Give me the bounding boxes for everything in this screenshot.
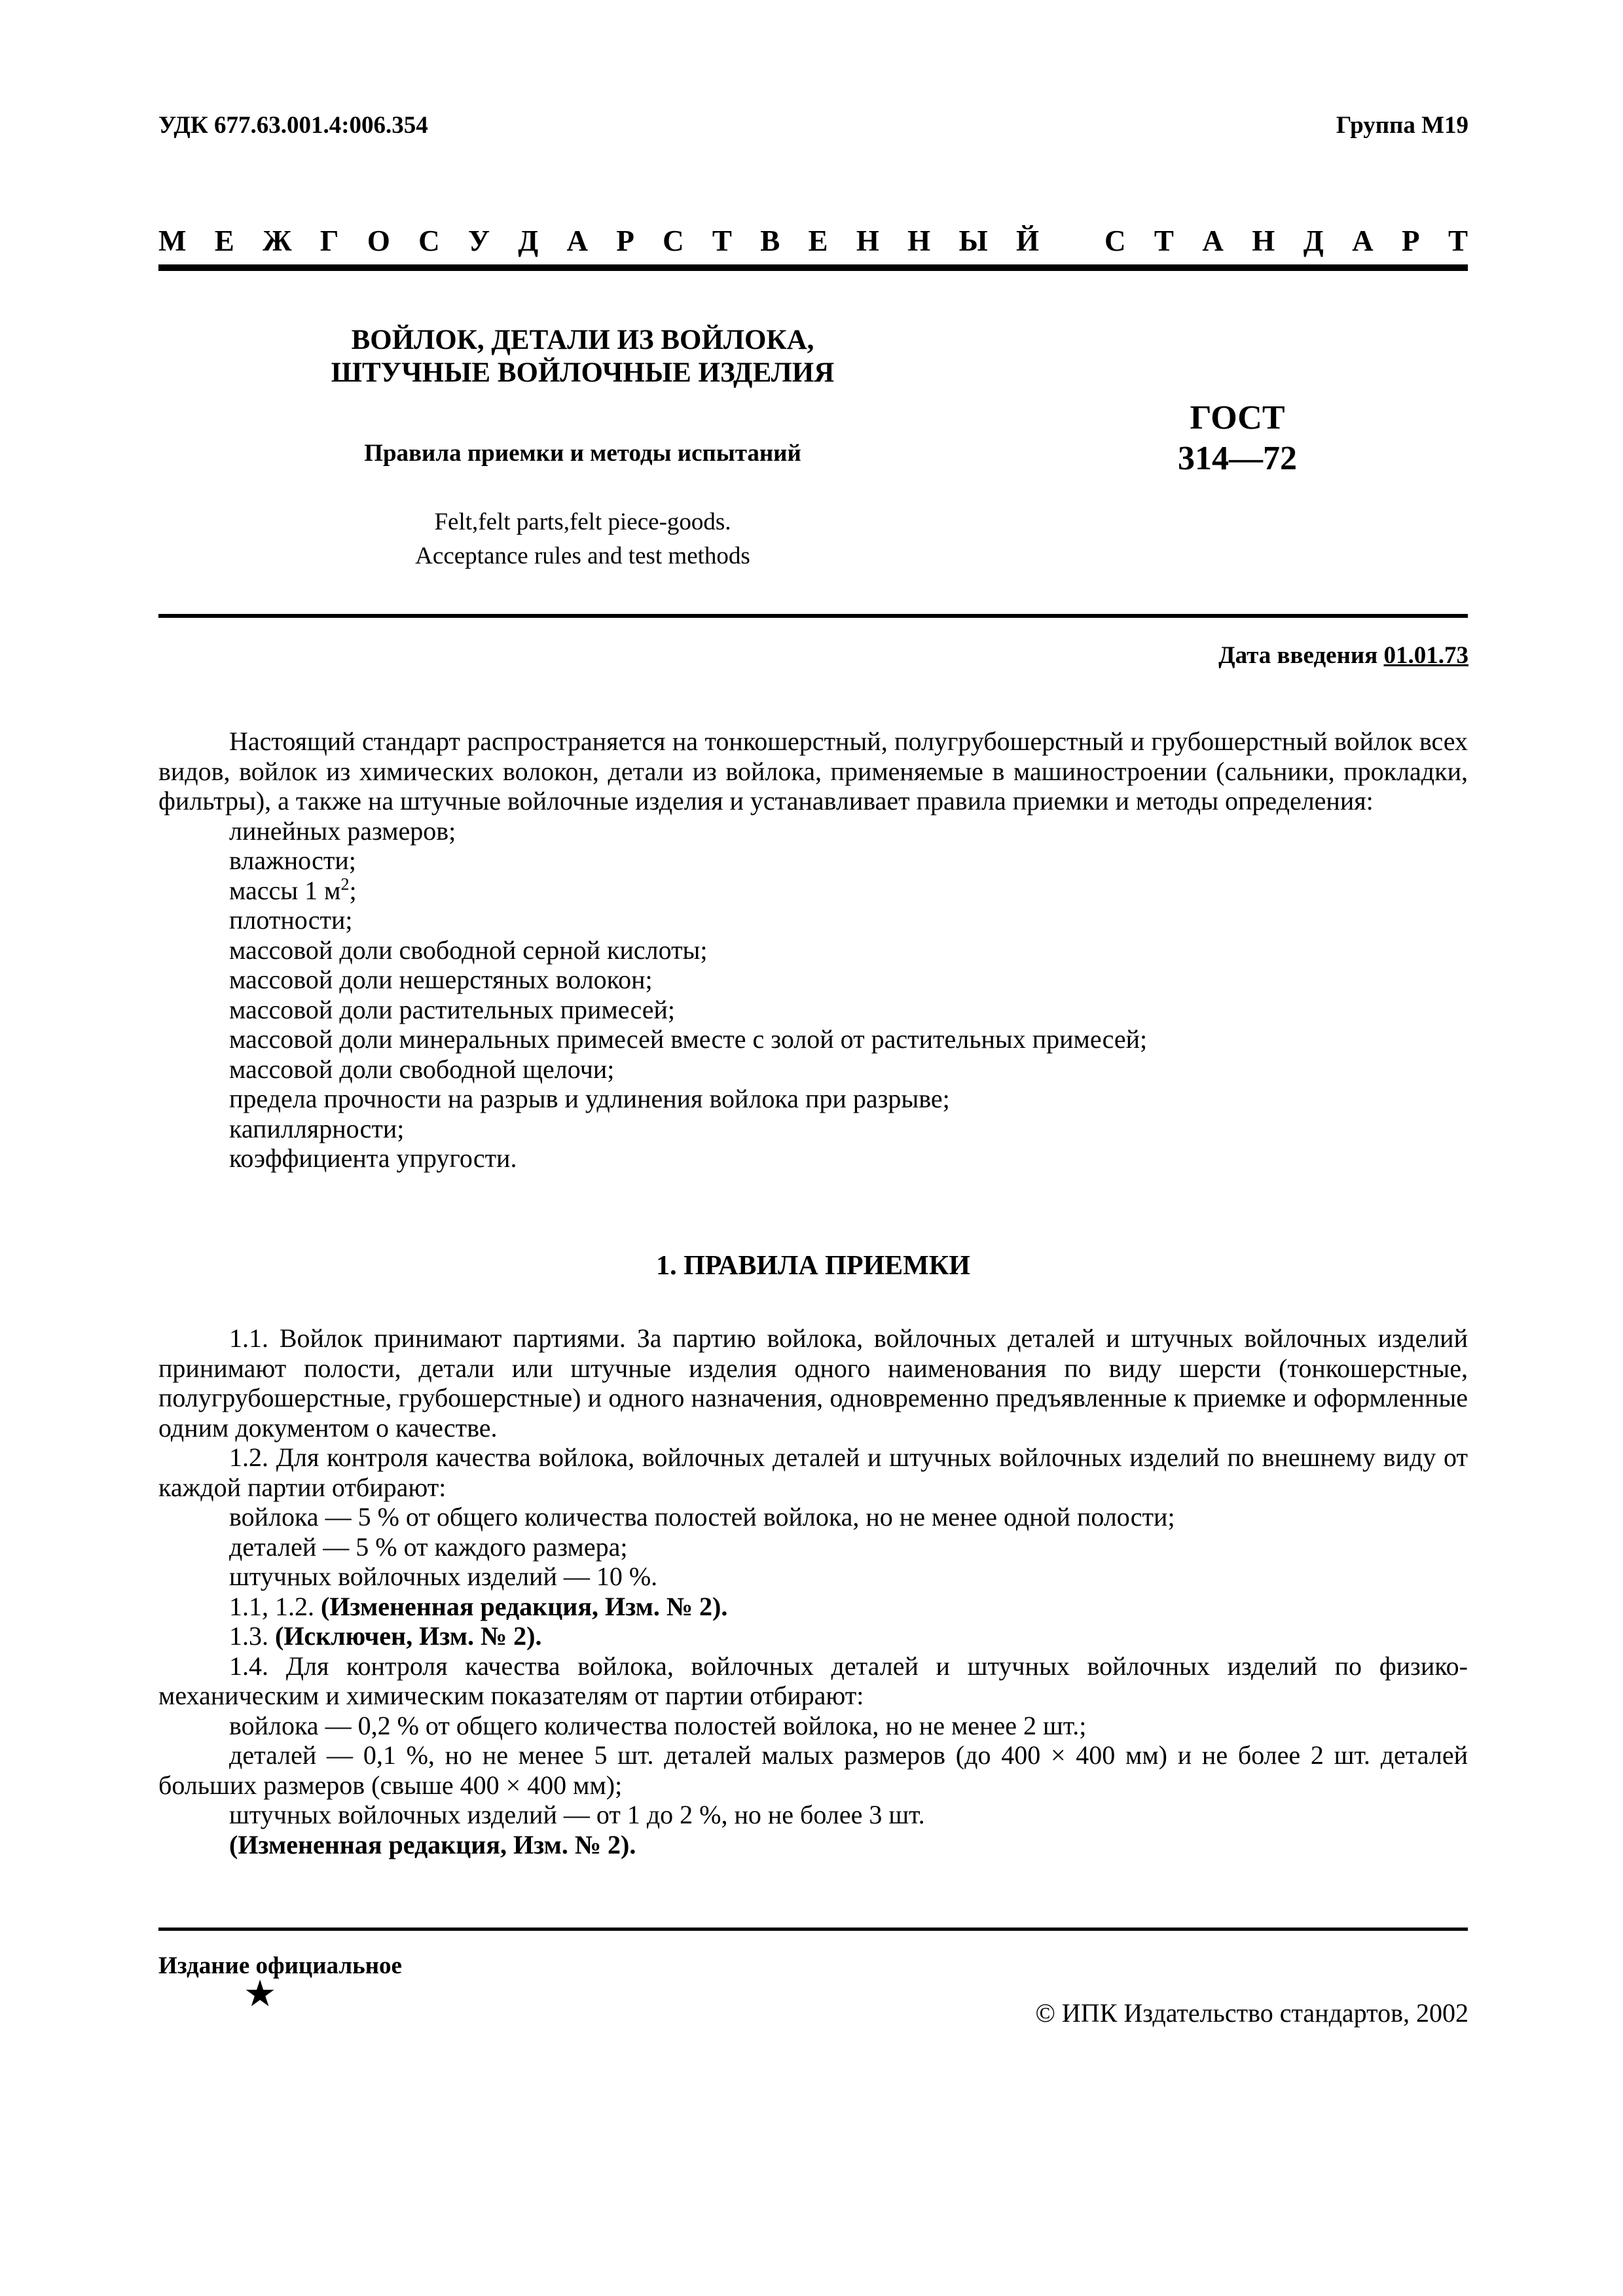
list-item: штучных войлочных изделий — от 1 до 2 %, но не более 3 шт. — [229, 1800, 925, 1829]
gost-label: ГОСТ — [1190, 399, 1285, 437]
list-item: массовой доли нешерстяных волокон; — [229, 965, 653, 994]
udk-code: УДК 677.63.001.4:006.354 — [158, 112, 428, 139]
title-english-line-1: Felt,felt parts,felt piece-goods. — [434, 509, 731, 535]
banner-letter: А — [1202, 224, 1224, 257]
banner-letter: В — [760, 224, 780, 257]
list-item: деталей — 5 % от каждого размера; — [229, 1532, 628, 1562]
list-item: влажности; — [229, 846, 356, 875]
standard-banner — [158, 221, 1468, 260]
banner-letter: Г — [319, 224, 339, 257]
title-block — [249, 324, 917, 573]
intro-paragraph: Настоящий стандарт распространяется на тонкошерстный, полугрубошерстный и грубошерстный войлок всех видов, войлок из химических волокон, детали из войлока, применяемые в машиностроении (сальники, прокладки, фильтры), а также на штучные войлочные изделия и устанавливает правила приемки и методы определения: — [158, 726, 1468, 816]
list-item: предела прочности на разрыв и удлинения войлока при разрыве; — [229, 1084, 950, 1113]
list-item: массовой доли растительных примесей; — [229, 994, 676, 1024]
official-edition-label: Издание официальное — [158, 1952, 402, 1979]
amendment-text: (Измененная редакция, Изм. № 2). — [321, 1591, 728, 1621]
mass-tail: ; — [349, 875, 357, 905]
list-item: массовой доли свободной серной кислоты; — [229, 935, 708, 965]
clause-1-2: 1.2. Для контроля качества войлока, войлочных деталей и штучных войлочных изделий по внешнему виду от каждой партии отбирают: — [158, 1443, 1468, 1502]
banner-letter: Н — [856, 224, 879, 257]
footer-rule — [158, 1928, 1468, 1931]
banner-letter: Е — [214, 224, 234, 257]
title-rule — [158, 614, 1468, 618]
list-item: войлока — 5 % от общего количества полостей войлока, но не менее одной полости; — [229, 1502, 1175, 1532]
banner-letter: Д — [1303, 224, 1324, 257]
list-item-mass — [158, 876, 1468, 906]
list-item: коэффициента упругости. — [229, 1143, 517, 1173]
title-line-2: ШТУЧНЫЕ ВОЙЛОЧНЫЕ ИЗДЕЛИЯ — [331, 357, 835, 388]
banner-word-interstate — [158, 224, 1039, 258]
header-rule — [158, 264, 1468, 271]
star-icon: ★ — [244, 1974, 277, 2015]
banner-letter: С — [1104, 224, 1126, 257]
banner-letter: О — [367, 224, 390, 257]
banner-letter: А — [566, 224, 589, 257]
gost-number: 314—72 — [1178, 440, 1297, 477]
banner-letter: Д — [518, 224, 539, 257]
list-item: штучных войлочных изделий — 10 %. — [229, 1562, 658, 1591]
banner-letter: Й — [1015, 224, 1039, 257]
banner-letter: Р — [616, 224, 634, 257]
clause-1-3 — [158, 1621, 1468, 1651]
banner-letter: Т — [1154, 224, 1174, 257]
banner-letter: С — [663, 224, 684, 257]
list-item: капиллярности; — [229, 1113, 405, 1143]
banner-letter: Р — [1402, 224, 1420, 257]
banner-letter: Н — [907, 224, 931, 257]
banner-letter: У — [467, 224, 490, 257]
banner-letter: А — [1352, 224, 1374, 257]
clause-1-4: 1.4. Для контроля качества войлока, войлочных деталей и штучных войлочных изделий по физико-механическим и химическим показателям от партии отбирают: — [158, 1651, 1468, 1710]
section-1-body — [158, 1323, 1468, 1859]
group-code: Группа М19 — [1336, 112, 1468, 139]
banner-letter: Е — [808, 224, 828, 257]
amendment-note — [158, 1592, 1468, 1622]
clause-1-1: 1.1. Войлок принимают партиями. За партию войлока, войлочных деталей и штучных войлочных изделий принимают полости, детали или штучные изделия одного наименования по виду шерсти (тонкошерстные, полугрубошерстные, грубошерстные) и одного назначения, одновременно предъявленные к приемке и оформленные одним документом о качестве. — [158, 1323, 1468, 1443]
intro-section — [158, 726, 1468, 1174]
mass-text: массы 1 м — [229, 875, 341, 905]
banner-letter: М — [158, 224, 187, 257]
section-heading: 1. ПРАВИЛА ПРИЕМКИ — [656, 1251, 970, 1281]
amendment-ref: 1.1, 1.2. — [229, 1591, 314, 1621]
title-subtitle: Правила приемки и методы испытаний — [364, 440, 801, 467]
title-line-1: ВОЙЛОК, ДЕТАЛИ ИЗ ВОЙЛОКА, — [351, 325, 814, 355]
list-item: плотности; — [229, 905, 353, 935]
banner-letter: Ж — [263, 224, 292, 257]
banner-letter: Н — [1252, 224, 1275, 257]
list-item: массовой доли минеральных примесей вместе с золой от растительных примесей; — [229, 1024, 1148, 1054]
amendment-note: (Измененная редакция, Изм. № 2). — [229, 1829, 636, 1859]
clause-1-3-text: (Исключен, Изм. № 2). — [275, 1621, 542, 1651]
gost-designation — [1152, 398, 1322, 479]
intro-date-label: Дата введения — [1218, 642, 1378, 669]
mass-superscript: 2 — [340, 874, 350, 894]
banner-letter: С — [418, 224, 440, 257]
banner-letter: Т — [1448, 224, 1468, 257]
banner-word-standard — [1104, 224, 1468, 258]
banner-letter: Ы — [958, 224, 988, 257]
list-item: массовой доли свободной щелочи; — [229, 1054, 615, 1084]
list-item-details: деталей — 0,1 %, но не менее 5 шт. деталей малых размеров (до 400 × 400 мм) и не более 2 шт. деталей больших размеров (свыше 400 × 400 мм); — [158, 1740, 1468, 1800]
list-item: линейных размеров; — [229, 816, 456, 846]
copyright-notice: © ИПК Издательство стандартов, 2002 — [1035, 1998, 1468, 2028]
intro-date-value: 01.01.73 — [1383, 642, 1468, 669]
banner-letter: Т — [712, 224, 732, 257]
title-english-line-2: Acceptance rules and test methods — [415, 543, 750, 569]
list-item: войлока — 0,2 % от общего количества полостей войлока, но не менее 2 шт.; — [229, 1710, 1087, 1740]
introduction-date — [1218, 641, 1468, 670]
clause-1-3-number: 1.3. — [229, 1621, 268, 1651]
